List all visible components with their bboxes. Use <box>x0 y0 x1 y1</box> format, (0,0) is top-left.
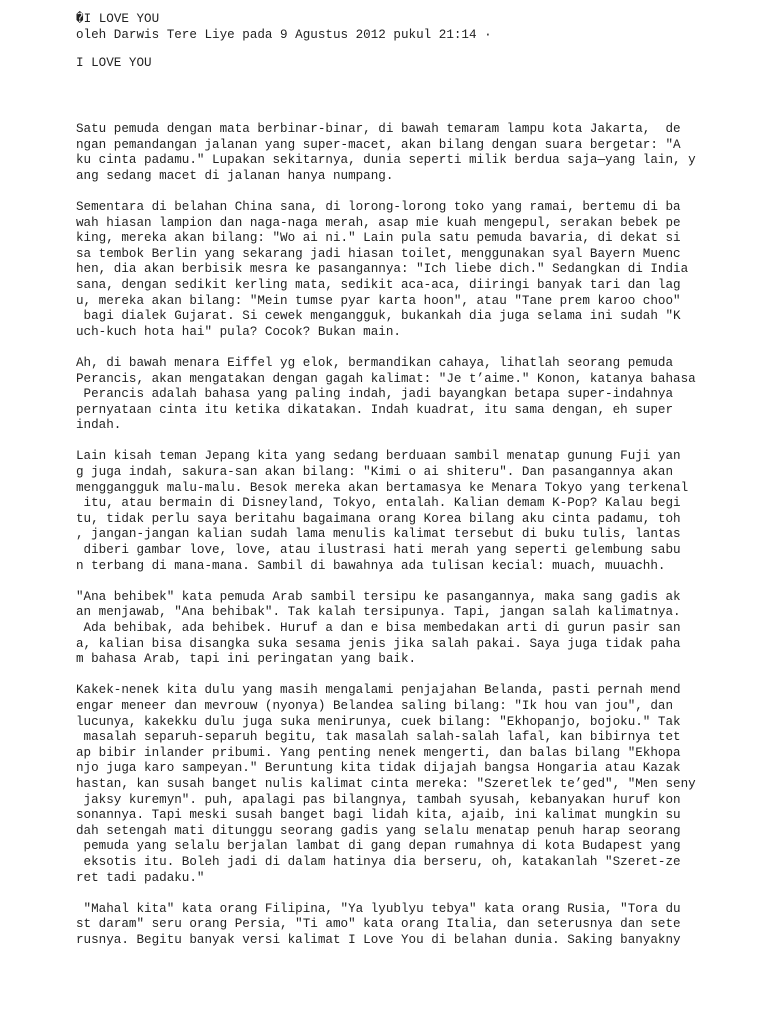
paragraph-line: diberi gambar love, love, atau ilustrasi hati merah yang seperti gelembung sabu <box>76 543 681 558</box>
paragraph-line: Ah, di bawah menara Eiffel yg elok, bermandikan cahaya, lihatlah seorang pemuda <box>76 355 674 370</box>
paragraph-line: ap bibir inlander pribumi. Yang penting nenek mengerti, dan balas bilang "Ekhopa <box>76 745 681 760</box>
paragraph-line: indah. <box>76 418 122 433</box>
paragraph <box>76 449 716 574</box>
paragraph-line: sa tembok Berlin yang sekarang jadi hiasan toilet, menggunakan syal Bayern Muenc <box>76 246 681 261</box>
paragraph-line: Satu pemuda dengan mata berbinar-binar, di bawah temaram lampu kota Jakarta, de <box>76 122 681 136</box>
paragraph-line: lucunya, kakekku dulu juga suka menirunya, cuek bilang: "Ekhopanjo, bojoku." Tak <box>76 714 681 729</box>
paragraph-line: Lain kisah teman Jepang kita yang sedang berduaan sambil menatap gunung Fuji yan <box>76 449 681 464</box>
paragraph-line: sonannya. Tapi meski susah banget bagi lidah kita, ajaib, ini kalimat mungkin su <box>76 808 681 823</box>
paragraph-line: njo juga karo sampeyan." Beruntung kita tidak dijajah bangsa Hongaria atau Kazak <box>76 761 681 776</box>
paragraph-line: st daram" seru orang Persia, "Ti amo" kata orang Italia, dan seterusnya dan sete <box>76 917 681 932</box>
paragraph-line: eksotis itu. Boleh jadi di dalam hatinya dia berseru, oh, katakanlah "Szeret-ze <box>76 854 681 869</box>
paragraph <box>76 200 716 340</box>
paragraph-line: tu, tidak perlu saya beritahu bagaimana orang Korea bilang aku cinta padamu, toh <box>76 511 681 526</box>
note-header <box>76 12 716 72</box>
paragraph-line: hen, dia akan berbisik mesra ke pasangannya: "Ich liebe dich." Sedangkan di India <box>76 262 689 277</box>
paragraph <box>76 356 716 434</box>
paragraph-line: rusnya. Begitu banyak versi kalimat I Love You di belahan dunia. Saking banyakny <box>76 932 681 947</box>
note-title: I LOVE YOU <box>83 12 160 26</box>
paragraph-line: an menjawab, "Ana behibak". Tak kalah tersipunya. Tapi, jangan salah kalimatnya. <box>76 605 681 620</box>
note-title-line <box>76 12 716 28</box>
paragraph-line: dah setengah mati ditunggu seorang gadis yang selalu menatap penuh harap seorang <box>76 823 681 838</box>
paragraph-line: Ada behibak, ada behibek. Huruf a dan e bisa membedakan arti di gurun pasir san <box>76 621 681 635</box>
paragraph-line: ku cinta padamu." Lupakan sekitarnya, dunia seperti milik berdua saja—yang lain, y <box>76 153 696 168</box>
paragraph-line: , jangan-jangan kalian sudah lama menulis kalimat tersebut di buku tulis, lantas <box>76 527 681 542</box>
paragraph-line: bagi dialek Gujarat. Si cewek mengangguk, bukankah dia juga selama ini sudah "K <box>76 309 681 324</box>
paragraph-line: wah hiasan lampion dan naga-naga merah, asap mie kuah mengepul, serakan bebek pe <box>76 215 681 230</box>
paragraph-line: pemuda yang selalu berjalan lambat di gang depan rumahnya di kota Budapest yang <box>76 839 681 854</box>
paragraph-line: pernyataan cinta itu ketika dikatakan. Indah kuadrat, itu sama dengan, eh super <box>76 402 674 417</box>
paragraph-line: king, mereka akan bilang: "Wo ai ni." Lain pula satu pemuda bavaria, di dekat si <box>76 231 681 246</box>
paragraph-line: n terbang di mana-mana. Sambil di bawahnya ada tulisan kecial: muach, muuachh. <box>76 558 666 573</box>
paragraph-line: jaksy kuremyn". puh, apalagi pas bilangnya, tambah syusah, kebanyakan huruf kon <box>76 792 681 807</box>
paragraph <box>76 683 716 886</box>
paragraph-line: m bahasa Arab, tapi ini peringatan yang baik. <box>76 652 417 667</box>
spacer <box>76 43 716 56</box>
paragraph-line: Perancis adalah bahasa yang paling indah, jadi bayangkan betapa super-indahnya <box>76 387 674 402</box>
paragraph <box>76 122 716 184</box>
note-body <box>76 122 716 948</box>
paragraph-line: ret tadi padaku." <box>76 870 205 885</box>
paragraph-line: Perancis, akan mengatakan dengan gagah kalimat: "Je t’aime." Konon, katanya bahasa <box>76 371 696 386</box>
paragraph <box>76 590 716 668</box>
paragraph-line: u, mereka akan bilang: "Mein tumse pyar karta hoon", atau "Tane prem karoo choo" <box>76 293 681 308</box>
paragraph-line: sana, dengan sedikit kerling mata, sedikit aca-aca, diiringi banyak tari dan lag <box>76 277 681 292</box>
paragraph-line: menggangguk malu-malu. Besok mereka akan bertamasya ke Menara Tokyo yang terkenal <box>76 480 689 495</box>
paragraph-line: ngan pemandangan jalanan yang super-macet, akan bilang dengan suara bergetar: "A <box>76 137 681 152</box>
paragraph-line: g juga indah, sakura-san akan bilang: "Kimi o ai shiteru". Dan pasangannya akan <box>76 465 674 480</box>
emoji-placeholder-icon: � <box>76 12 84 26</box>
paragraph-line: "Mahal kita" kata orang Filipina, "Ya lyublyu tebya" kata orang Rusia, "Tora du <box>76 901 681 916</box>
paragraph-line: "Ana behibek" kata pemuda Arab sambil tersipu ke pasangannya, maka sang gadis ak <box>76 589 681 604</box>
paragraph-line: Kakek-nenek kita dulu yang masih mengalami penjajahan Belanda, pasti pernah mend <box>76 683 681 698</box>
paragraph-line: masalah separuh-separuh begitu, tak masalah salah-salah lafal, kan bibirnya tet <box>76 730 681 745</box>
paragraph-line: Sementara di belahan China sana, di lorong-lorong toko yang ramai, bertemu di ba <box>76 199 681 214</box>
paragraph <box>76 902 716 949</box>
paragraph-line: a, kalian bisa disangka suka sesama jenis jika salah pakai. Saya juga tidak paha <box>76 636 681 651</box>
paragraph-line: uch-kuch hota hai" pula? Cocok? Bukan main. <box>76 324 401 339</box>
paragraph-line: ang sedang macet di jalanan hanya numpang. <box>76 168 394 183</box>
paragraph-line: hastan, kan susah banget nulis kalimat cinta mereka: "Szeretlek te’ged", "Men seny <box>76 776 696 791</box>
note-heading: I LOVE YOU <box>76 56 152 71</box>
paragraph-line: itu, atau bermain di Disneyland, Tokyo, entalah. Kalian demam K-Pop? Kalau begi <box>76 496 681 511</box>
paragraph-line: engar meneer dan mevrouw (nyonya) Belandea saling bilang: "Ik hou van jou", dan <box>76 698 674 713</box>
note-meta: oleh Darwis Tere Liye pada 9 Agustus 2012 pukul 21:14 · <box>76 27 492 42</box>
